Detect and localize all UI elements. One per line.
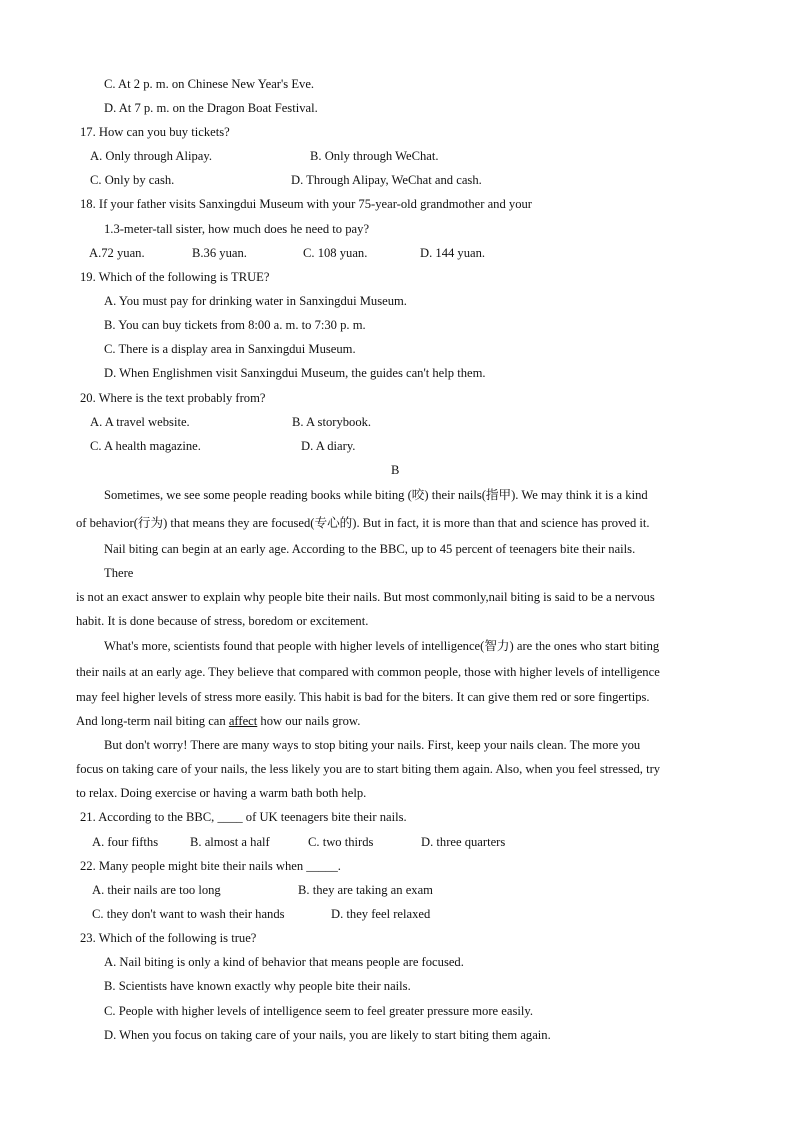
passage-p1-line2: of behavior(行为) that means they are focused(专心的). But in fact, it is more than that and science has proved it. [76, 516, 650, 530]
passage-p2-line3: is not an exact answer to explain why people bite their nails. But most commonly,nail biting is said to be a nervous [76, 590, 655, 604]
q20-option-b: B. A storybook. [292, 415, 372, 429]
q19-option-b: B. You can buy tickets from 8:00 a. m. to 7:30 p. m. [104, 318, 366, 332]
q17-stem: 17. How can you buy tickets? [80, 125, 230, 139]
q19-stem: 19. Which of the following is TRUE? [80, 270, 270, 284]
q18-option-a: A.72 yuan. [89, 246, 145, 260]
q23-option-b: B. Scientists have known exactly why people bite their nails. [104, 979, 411, 993]
underlined-word: affect [228, 714, 258, 728]
q21-option-a: A. four fifths [92, 835, 159, 849]
passage-p3-line2: their nails at an early age. They believe that compared with common people, those with higher levels of intelligence [76, 665, 660, 679]
passage-p2-line1: Nail biting can begin at an early age. According to the BBC, up to 45 percent of teenagers bite their nails. [104, 542, 636, 556]
q23-stem: 23. Which of the following is true? [80, 931, 257, 945]
q19-option-d: D. When Englishmen visit Sanxingdui Museum, the guides can't help them. [104, 366, 486, 380]
q22-option-a: A. their nails are too long [92, 883, 221, 897]
passage-p3-line3: may feel higher levels of stress more easily. This habit is bad for the biters. It can give them red or sore fingertips. [76, 690, 650, 704]
q18-option-c: C. 108 yuan. [303, 246, 368, 260]
q16-option-c: C. At 2 p. m. on Chinese New Year's Eve. [104, 77, 315, 91]
q22-option-b: B. they are taking an exam [298, 883, 433, 897]
passage-p4-line2: focus on taking care of your nails, the less likely you are to start biting them again. Also, when you feel stressed, try [76, 762, 661, 776]
q17-option-a: A. Only through Alipay. [90, 149, 212, 163]
passage-p3-line4 [76, 713, 360, 729]
q18-stem-line2: 1.3-meter-tall sister, how much does he need to pay? [104, 222, 370, 236]
q22-option-d: D. they feel relaxed [331, 907, 431, 921]
passage-p1-line1: Sometimes, we see some people reading books while biting (咬) their nails(指甲). We may think it is a kind [104, 488, 648, 502]
q18-option-b: B.36 yuan. [192, 246, 247, 260]
q20-option-d: D. A diary. [301, 439, 356, 453]
q21-stem: 21. According to the BBC, ____ of UK teenagers bite their nails. [80, 810, 407, 824]
q17-option-c: C. Only by cash. [90, 173, 175, 187]
q17-option-d: D. Through Alipay, WeChat and cash. [291, 173, 482, 187]
q23-option-c: C. People with higher levels of intelligence seem to feel greater pressure more easily. [104, 1004, 533, 1018]
q22-option-c: C. they don't want to wash their hands [92, 907, 285, 921]
q21-option-d: D. three quarters [421, 835, 506, 849]
q21-option-b: B. almost a half [190, 835, 270, 849]
q22-stem: 22. Many people might bite their nails when _____. [80, 859, 341, 873]
passage-p4-line1: But don't worry! There are many ways to stop biting your nails. First, keep your nails clean. The more you [104, 738, 641, 752]
q17-option-b: B. Only through WeChat. [310, 149, 439, 163]
passage-text: how our nails grow. [257, 714, 361, 728]
q20-stem: 20. Where is the text probably from? [80, 391, 266, 405]
passage-text: And long-term nail biting can [76, 714, 229, 728]
passage-p2-line4: habit. It is done because of stress, boredom or excitement. [76, 614, 369, 628]
q20-option-c: C. A health magazine. [90, 439, 201, 453]
q19-option-a: A. You must pay for drinking water in Sanxingdui Museum. [104, 294, 407, 308]
q18-stem-line1: 18. If your father visits Sanxingdui Museum with your 75-year-old grandmother and your [80, 197, 532, 211]
section-heading: B [391, 463, 400, 477]
q20-option-a: A. A travel website. [90, 415, 190, 429]
passage-p4-line3: to relax. Doing exercise or having a warm bath both help. [76, 786, 367, 800]
q16-option-d: D. At 7 p. m. on the Dragon Boat Festival. [104, 101, 318, 115]
q18-option-d: D. 144 yuan. [420, 246, 486, 260]
q23-option-d: D. When you focus on taking care of your nails, you are likely to start biting them again. [104, 1028, 551, 1042]
q21-option-c: C. two thirds [308, 835, 374, 849]
passage-p3-line1: What's more, scientists found that people with higher levels of intelligence(智力) are the ones who start biting [104, 639, 660, 653]
q19-option-c: C. There is a display area in Sanxingdui Museum. [104, 342, 356, 356]
passage-p2-line2: There [104, 566, 134, 580]
q23-option-a: A. Nail biting is only a kind of behavior that means people are focused. [104, 955, 464, 969]
